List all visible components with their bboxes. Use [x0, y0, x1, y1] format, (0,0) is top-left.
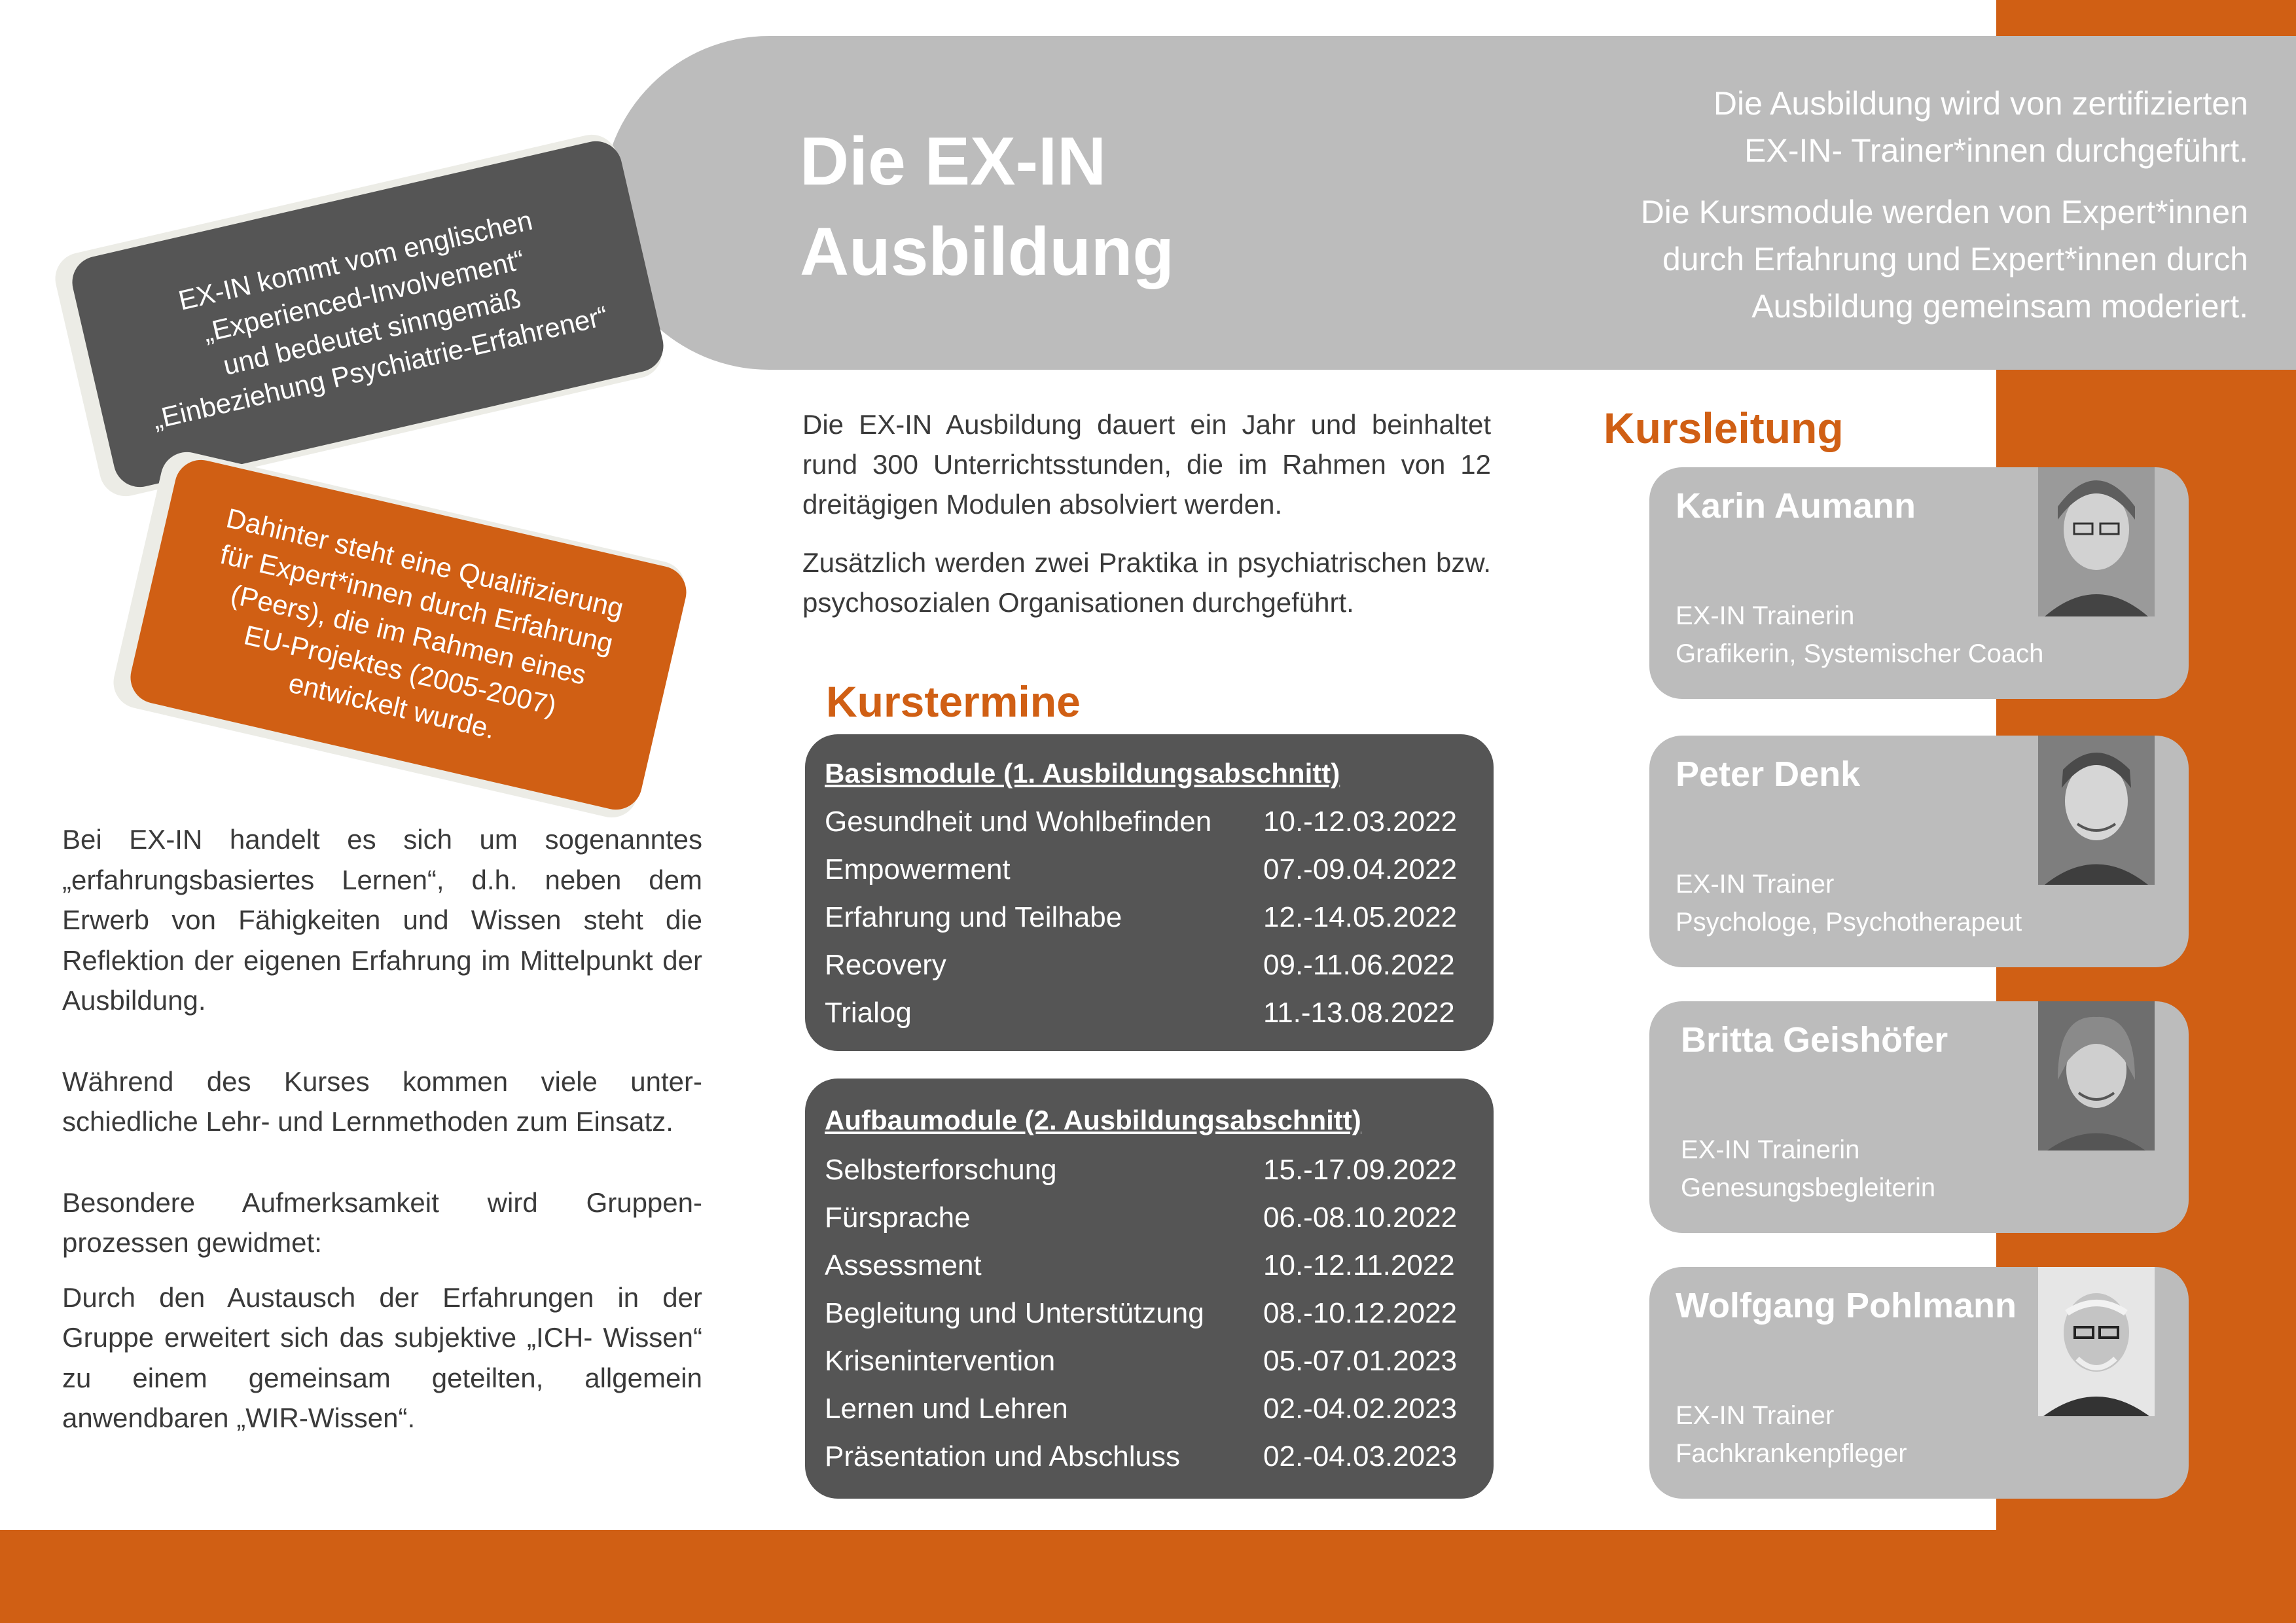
orange-bottom-bar: [0, 1530, 2296, 1623]
kursleitung-heading: Kursleitung: [1604, 404, 1844, 452]
basismodule-title: Basismodule (1. Ausbildungsabschnitt): [825, 758, 1340, 789]
intro-paragraph-1: Die EX-IN Ausbildung dauert ein Jahr und beinhaltet rund 300 Unterrichtsstunden, die im Rahmen von 12 dreitägigen Modulen absolviert werden.: [802, 409, 1491, 520]
schedule-row: Recovery 09.-11.06.2022: [825, 949, 1455, 981]
instructor-role: EX-IN Trainerin Genesungsbegleiterin: [1681, 1135, 1936, 1202]
instructor-name: Karin Aumann: [1676, 486, 1916, 526]
schedule-row: Begleitung und Unterstützung 08.-10.12.2022: [825, 1297, 1458, 1329]
definition-card: EX-IN kommt vom englischen „Experienced-Involvement“ und bedeutet sinngemäß „Einbeziehung Psychiatrie-Erfahrener“: [67, 136, 669, 492]
qualification-card: Dahinter steht eine Qualifizierung für Expert*innen durch Erfahrung (Peers), die im Rahmen eines EU-Projektes (2005-2007) entwickelt wurde.: [126, 455, 692, 815]
kurstermine-heading: Kurstermine: [826, 677, 1081, 726]
schedule-row: Assessment 10.-12.11.2022: [825, 1249, 1455, 1281]
schedule-row: Selbsterforschung 15.-17.09.2022: [825, 1154, 1458, 1186]
left-paragraph-3: Besondere Aufmerksamkeit wird Gruppen- prozessen gewidmet:: [62, 1186, 702, 1258]
schedule-row: Präsentation und Abschluss 02.-04.03.2023: [825, 1440, 1458, 1472]
schedule-row: Gesundheit und Wohlbefinden 10.-12.03.2022: [825, 806, 1458, 838]
schedule-row: Trialog 11.-13.08.2022: [825, 997, 1455, 1029]
instructor-photo: [2038, 736, 2155, 885]
basismodule-box: [805, 734, 1494, 1051]
header-paragraph-1: Die Ausbildung wird von zertifizierten EX-IN- Trainer*innen durchgeführt.: [1713, 85, 2248, 169]
schedule-row: Lernen und Lehren 02.-04.02.2023: [825, 1393, 1458, 1425]
page-title: Die EX-IN Ausbildung: [800, 124, 1174, 290]
instructor-card: [1649, 736, 2189, 967]
instructor-card: [1649, 1001, 2189, 1233]
instructor-card: [1649, 467, 2189, 699]
intro-text: [802, 404, 1491, 641]
instructor-card: [1649, 1267, 2189, 1499]
intro-paragraph-2: Zusätzlich werden zwei Praktika in psychiatrischen bzw. psychosozialen Organisationen durchgeführt.: [802, 547, 1491, 618]
instructor-role: EX-IN Trainer Fachkrankenpfleger: [1676, 1401, 1907, 1468]
schedule-row: Fürsprache 06.-08.10.2022: [825, 1202, 1458, 1234]
left-column-text: [62, 819, 702, 1479]
instructor-name: Wolfgang Pohlmann: [1676, 1286, 2017, 1325]
schedule-row: Empowerment 07.-09.04.2022: [825, 853, 1458, 885]
schedule-row: Erfahrung und Teilhabe 12.-14.05.2022: [825, 901, 1458, 933]
instructor-photo: [2038, 467, 2155, 616]
left-paragraph-1: Bei EX-IN handelt es sich um sogenanntes „erfahrungsbasiertes Lernen“, d.h. neben dem Erwerb von Fähigkeiten und Wissen steht die Reflektion der eigenen Erfahrung im Mittelpunkt der Ausbildung.: [62, 824, 702, 1016]
instructor-photo: [2038, 1001, 2155, 1150]
header-paragraph-2: Die Kursmodule werden von Expert*innen durch Erfahrung und Expert*innen durch Ausbildung gemeinsam moderiert.: [1640, 194, 2248, 325]
instructor-name: Peter Denk: [1676, 755, 1861, 794]
header-description: [1397, 80, 2248, 344]
instructor-photo: [2038, 1267, 2155, 1416]
instructor-name: Britta Geishöfer: [1681, 1020, 1948, 1060]
schedule-row: Krisenintervention 05.-07.01.2023: [825, 1345, 1458, 1377]
aufbaumodule-title: Aufbaumodule (2. Ausbildungsabschnitt): [825, 1105, 1361, 1135]
instructor-role: EX-IN Trainerin Grafikerin, Systemischer Coach: [1676, 601, 2044, 668]
aufbaumodule-box: [805, 1079, 1494, 1499]
left-paragraph-2: Während des Kurses kommen viele unter- schiedliche Lehr- und Lernmethoden zum Einsatz.: [62, 1065, 702, 1137]
left-paragraph-4: Durch den Austausch der Erfahrungen in der Gruppe erweitert sich das subjektive „ICH- Wissen“ zu einem gemeinsam geteilten, allgemein anwendbaren „WIR-Wissen“.: [62, 1281, 702, 1433]
instructor-role: EX-IN Trainer Psychologe, Psychotherapeut: [1676, 870, 2022, 936]
